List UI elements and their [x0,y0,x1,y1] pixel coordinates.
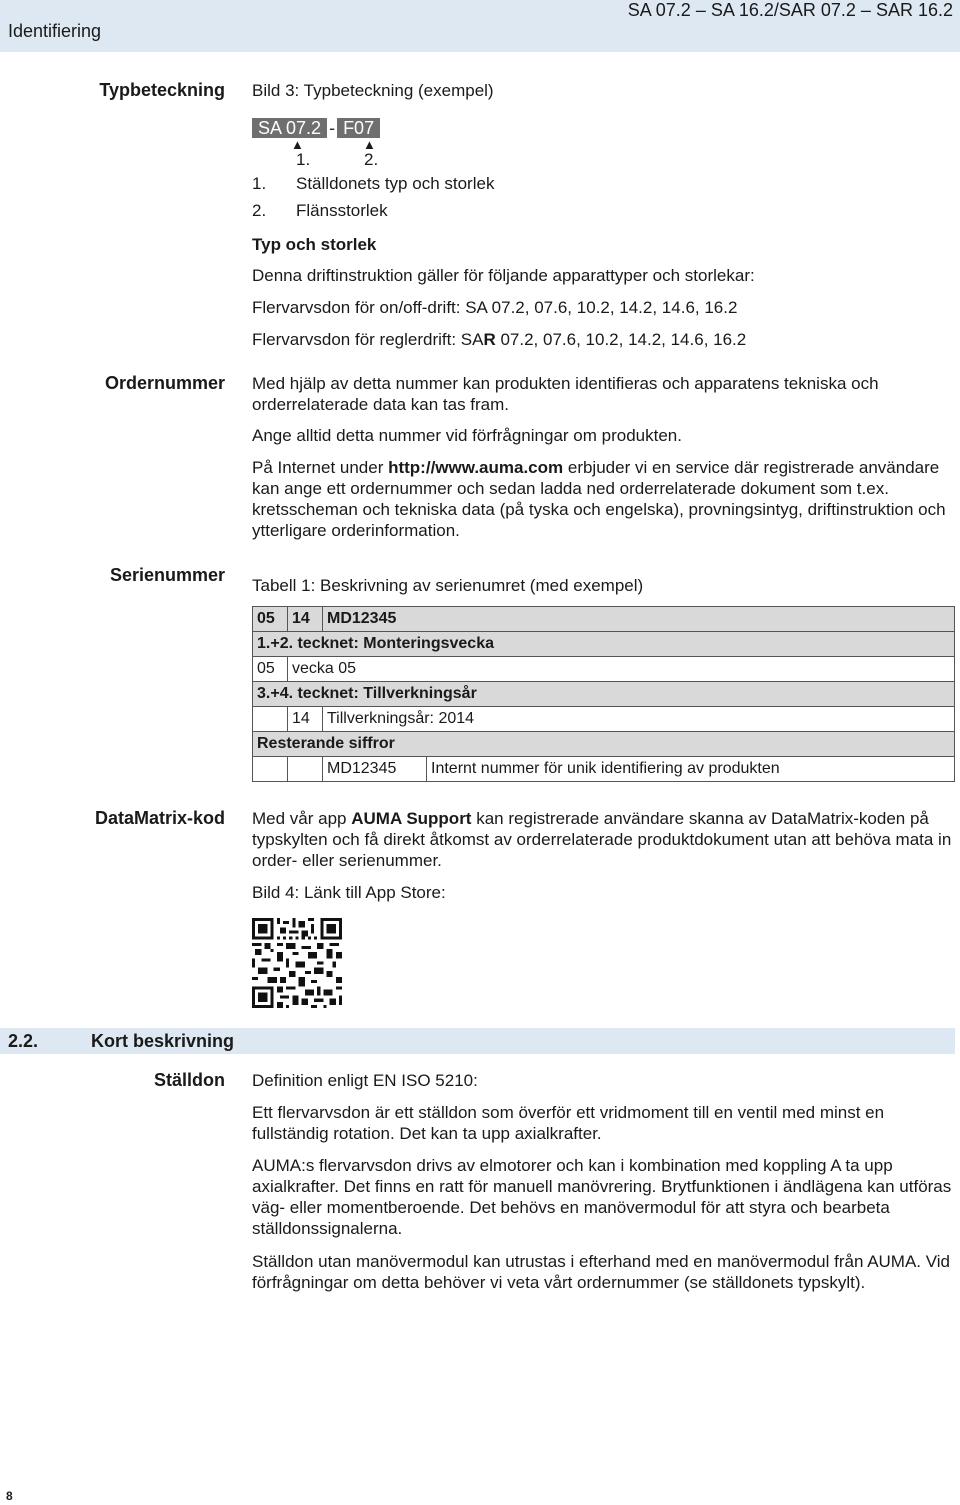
arrow-up-icon: ▲ [363,137,376,152]
list-item-num: 2. [252,201,267,220]
sidebar-serienummer: Serienummer [109,565,225,585]
serienummer-caption: Tabell 1: Beskrivning av serienumret (med exempel) [252,576,644,595]
table-cell [253,707,288,732]
table-cell: MD12345 [323,607,955,632]
section-title: Kort beskrivning [91,1031,235,1051]
auma-website-link[interactable]: http://www.auma.com [388,458,564,477]
typbeteckning-intro: Denna driftinstruktion gäller för följande apparattyper och storlekar: [252,266,755,285]
datamatrix-caption: Bild 4: Länk till App Store: [252,883,446,902]
sidebar-datamatrix: DataMatrix-kod [94,808,225,828]
ordernummer-paragraph-1: Med hjälp av detta nummer kan produkten identifieras och apparatens tekniska och orderrelaterade data kan tas fram. [252,374,879,414]
section-number: 2.2. [8,1031,39,1051]
device-line-onoff: Flervarvsdon för on/off-drift: SA 07.2, 07.6, 10.2, 14.2, 14.6, 16.2 [252,298,738,317]
device-line-regler-pre: Flervarvsdon för reglerdrift: SA [252,330,484,349]
auma-support-app-name: AUMA Support [351,809,472,828]
serial-number-table [252,606,955,782]
table-row [253,607,955,632]
stalldon-definition: Definition enligt EN ISO 5210: [252,1071,478,1090]
type-code-part2: F07 [337,118,380,138]
table-row [253,682,955,707]
device-line-regler-post: 07.2, 07.6, 10.2, 14.2, 14.6, 16.2 [495,330,747,349]
type-code-part1: SA 07.2 [252,118,327,138]
ordernummer-p3-post: erbjuder vi en service där registrerade användare kan ange ett ordernummer och sedan ladda ned orderrelaterade dokument som t.ex. kretsscheman och tekniska data (på tyska och engelska), provningsintyg, driftinstruktion och ytterligare orderinformation. [252,458,946,540]
ordernummer-p3-pre: På Internet under [252,458,389,477]
list-item: Ställdonets typ och storlek [296,174,495,193]
table-cell: 05 [253,657,288,682]
stalldon-paragraph-2: AUMA:s flervarvsdon drivs av elmotorer och kan i kombination med koppling A ta upp axialkrafter. Det finns en ratt för manuell manövrering. Brytfunktionen i ändlägena kan utföras väg- eller momentberoende. Det behövs en manövermodul för att styra och bearbeta ställdonssignalerna. [252,1156,952,1238]
table-cell [253,757,288,782]
subheading-typ-och-storlek: Typ och storlek [252,235,377,254]
table-row [253,732,955,757]
table-cell: MD12345 [323,757,427,782]
stalldon-paragraph-1: Ett flervarvsdon är ett ställdon som överför ett vridmoment till en ventil med minst en fullständig rotation. Det kan ta upp axialkrafter. [252,1103,885,1143]
type-code-figure [252,118,380,139]
table-cell: 14 [288,707,323,732]
table-cell: 1.+2. tecknet: Monteringsvecka [253,632,955,657]
table-cell: vecka 05 [288,657,955,682]
device-line-regler-bold: R [483,330,496,349]
device-line-regler [252,329,957,350]
typbeteckning-caption: Bild 3: Typbeteckning (exempel) [252,81,494,100]
sidebar-stalldon: Ställdon [154,1070,225,1090]
qr-code-icon[interactable] [252,918,342,1008]
datamatrix-paragraph [252,808,957,871]
code-marker-1: 1. [296,150,311,169]
table-cell: 05 [253,607,288,632]
table-cell: 14 [288,607,323,632]
list-item: Flänsstorlek [296,201,388,220]
table-row [253,707,955,732]
table-cell: Internt nummer för unik identifiering av produkten [427,757,955,782]
page-number: 8 [6,1489,13,1503]
code-marker-2: 2. [364,150,379,169]
sidebar-typbeteckning: Typbeteckning [99,80,225,100]
arrow-up-icon: ▲ [291,137,304,152]
table-cell: 3.+4. tecknet: Tillverkningsår [253,682,955,707]
ordernummer-paragraph-2: Ange alltid detta nummer vid förfrågningar om produkten. [252,426,682,445]
type-code-separator: - [329,118,336,138]
list-item-num: 1. [252,174,267,193]
table-cell: Resterande siffror [253,732,955,757]
table-cell [288,757,323,782]
table-cell: Tillverkningsår: 2014 [323,707,955,732]
table-row [253,632,955,657]
header-product-range: SA 07.2 – SA 16.2/SAR 07.2 – SAR 16.2 [627,0,953,20]
table-row [253,657,955,682]
stalldon-paragraph-3: Ställdon utan manövermodul kan utrustas i efterhand med en manövermodul från AUMA. Vid förfrågningar om detta behöver vi veta vårt ordernummer (se ställdonets typskylt). [252,1252,951,1292]
datamatrix-p1-pre: Med vår app [252,809,352,828]
header-chapter-title: Identifiering [8,21,102,41]
sidebar-ordernummer: Ordernummer [104,373,225,393]
table-row [253,757,955,782]
ordernummer-paragraph-3 [252,457,957,541]
datamatrix-p1-post: kan registrerade användare skanna av DataMatrix-koden på typskylten och få direkt åtkomst av orderrelaterade produktdokument utan att behöva mata in order- eller serienummer. [252,809,952,870]
